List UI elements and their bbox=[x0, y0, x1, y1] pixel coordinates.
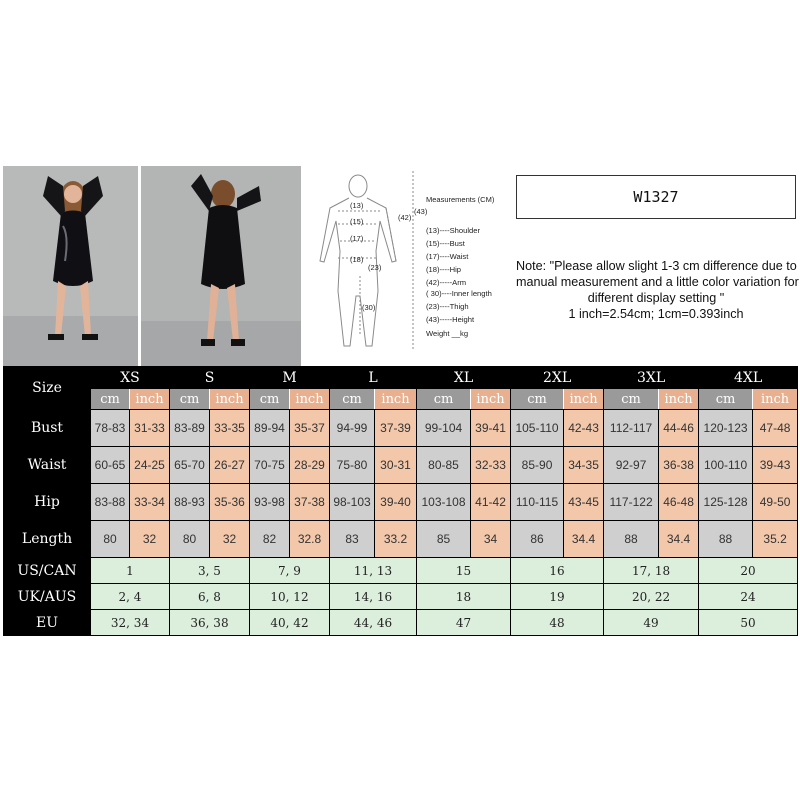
inch-value: 24-25 bbox=[130, 447, 170, 484]
note-line: different display setting " bbox=[587, 291, 725, 305]
measurement-note bbox=[516, 258, 799, 322]
inch-value: 34 bbox=[471, 521, 511, 558]
size-conversion-value: 11, 13 bbox=[330, 558, 417, 584]
diagram-title: Measurements (CM) bbox=[426, 195, 495, 204]
cm-value: 89-94 bbox=[250, 410, 290, 447]
product-banner bbox=[3, 166, 797, 366]
cm-value: 86 bbox=[511, 521, 564, 558]
inch-value: 33-34 bbox=[130, 484, 170, 521]
note-line: manual measurement and a little color variation for bbox=[516, 275, 799, 289]
table-row bbox=[4, 521, 798, 558]
row-label: Hip bbox=[4, 484, 91, 521]
size-conversion-value: 7, 9 bbox=[250, 558, 330, 584]
inch-value: 32-33 bbox=[471, 447, 511, 484]
size-header: L bbox=[330, 367, 417, 389]
diagram-marker: (18) bbox=[350, 255, 364, 264]
cm-value: 94-99 bbox=[330, 410, 375, 447]
size-header: 4XL bbox=[699, 367, 798, 389]
cm-value: 85-90 bbox=[511, 447, 564, 484]
inch-value: 33-35 bbox=[210, 410, 250, 447]
inch-unit-header: inch bbox=[564, 389, 604, 410]
size-conversion-value: 18 bbox=[417, 584, 511, 610]
inch-value: 33.2 bbox=[375, 521, 417, 558]
cm-unit-header: cm bbox=[604, 389, 659, 410]
diagram-legend-item: (42)-----Arm bbox=[426, 278, 467, 287]
size-header: XS bbox=[91, 367, 170, 389]
diagram-marker: (30) bbox=[362, 303, 376, 312]
table-row bbox=[4, 558, 798, 584]
inch-value: 32 bbox=[210, 521, 250, 558]
table-row bbox=[4, 484, 798, 521]
size-conversion-value: 16 bbox=[511, 558, 604, 584]
inch-value: 41-42 bbox=[471, 484, 511, 521]
cm-value: 82 bbox=[250, 521, 290, 558]
inch-value: 28-29 bbox=[290, 447, 330, 484]
cm-value: 112-117 bbox=[604, 410, 659, 447]
inch-unit-header: inch bbox=[471, 389, 511, 410]
size-label: Size bbox=[4, 367, 91, 410]
cm-value: 75-80 bbox=[330, 447, 375, 484]
row-label: Bust bbox=[4, 410, 91, 447]
inch-value: 43-45 bbox=[564, 484, 604, 521]
cm-value: 60-65 bbox=[91, 447, 130, 484]
size-header: XL bbox=[417, 367, 511, 389]
note-line: Note: "Please allow slight 1-3 cm difference due to bbox=[516, 259, 797, 273]
cm-unit-header: cm bbox=[170, 389, 210, 410]
diagram-marker: (23) bbox=[368, 263, 382, 272]
cm-value: 78-83 bbox=[91, 410, 130, 447]
inch-value: 32.8 bbox=[290, 521, 330, 558]
cm-value: 92-97 bbox=[604, 447, 659, 484]
size-conversion-value: 6, 8 bbox=[170, 584, 250, 610]
size-conversion-value: 36, 38 bbox=[170, 610, 250, 636]
cm-unit-header: cm bbox=[417, 389, 471, 410]
inch-value: 34.4 bbox=[659, 521, 699, 558]
inch-value: 39-43 bbox=[753, 447, 798, 484]
inch-value: 31-33 bbox=[130, 410, 170, 447]
cm-value: 98-103 bbox=[330, 484, 375, 521]
diagram-legend-item: (15)----Bust bbox=[426, 239, 465, 248]
cm-value: 70-75 bbox=[250, 447, 290, 484]
size-conversion-value: 49 bbox=[604, 610, 699, 636]
cm-value: 88 bbox=[699, 521, 753, 558]
cm-value: 125-128 bbox=[699, 484, 753, 521]
size-header: 2XL bbox=[511, 367, 604, 389]
cm-unit-header: cm bbox=[330, 389, 375, 410]
cm-value: 65-70 bbox=[170, 447, 210, 484]
inch-value: 49-50 bbox=[753, 484, 798, 521]
size-chart-sheet bbox=[3, 166, 797, 632]
size-conversion-value: 20, 22 bbox=[604, 584, 699, 610]
inch-value: 35.2 bbox=[753, 521, 798, 558]
cm-unit-header: cm bbox=[511, 389, 564, 410]
inch-value: 37-39 bbox=[375, 410, 417, 447]
inch-value: 47-48 bbox=[753, 410, 798, 447]
cm-value: 83-89 bbox=[170, 410, 210, 447]
measurement-diagram bbox=[308, 166, 513, 366]
inch-value: 39-40 bbox=[375, 484, 417, 521]
size-conversion-value: 19 bbox=[511, 584, 604, 610]
size-conversion-value: 2, 4 bbox=[91, 584, 170, 610]
cm-value: 83 bbox=[330, 521, 375, 558]
cm-unit-header: cm bbox=[91, 389, 130, 410]
table-row bbox=[4, 447, 798, 484]
size-conversion-value: 15 bbox=[417, 558, 511, 584]
cm-value: 83-88 bbox=[91, 484, 130, 521]
size-conversion-value: 20 bbox=[699, 558, 798, 584]
inch-value: 30-31 bbox=[375, 447, 417, 484]
row-label: EU bbox=[4, 610, 91, 636]
cm-value: 100-110 bbox=[699, 447, 753, 484]
inch-value: 26-27 bbox=[210, 447, 250, 484]
model-photo-back bbox=[141, 166, 301, 366]
inch-value: 46-48 bbox=[659, 484, 699, 521]
diagram-marker: (15) bbox=[350, 217, 364, 226]
cm-value: 93-98 bbox=[250, 484, 290, 521]
size-conversion-value: 47 bbox=[417, 610, 511, 636]
cm-unit-header: cm bbox=[699, 389, 753, 410]
size-header: 3XL bbox=[604, 367, 699, 389]
size-conversion-value: 24 bbox=[699, 584, 798, 610]
size-conversion-value: 14, 16 bbox=[330, 584, 417, 610]
inch-value: 36-38 bbox=[659, 447, 699, 484]
table-row bbox=[4, 410, 798, 447]
diagram-legend-item: (17)----Waist bbox=[426, 252, 469, 261]
inch-value: 32 bbox=[130, 521, 170, 558]
inch-unit-header: inch bbox=[130, 389, 170, 410]
row-label: Waist bbox=[4, 447, 91, 484]
diagram-legend-item: (13)----Shoulder bbox=[426, 226, 481, 235]
diagram-legend-item: ( 30)----Inner length bbox=[426, 289, 492, 298]
diagram-marker: (13) bbox=[350, 201, 364, 210]
cm-value: 105-110 bbox=[511, 410, 564, 447]
cm-value: 117-122 bbox=[604, 484, 659, 521]
size-conversion-value: 10, 12 bbox=[250, 584, 330, 610]
cm-unit-header: cm bbox=[250, 389, 290, 410]
cm-value: 99-104 bbox=[417, 410, 471, 447]
cm-value: 85 bbox=[417, 521, 471, 558]
inch-value: 39-41 bbox=[471, 410, 511, 447]
inch-value: 35-37 bbox=[290, 410, 330, 447]
inch-unit-header: inch bbox=[210, 389, 250, 410]
diagram-marker: (42) bbox=[398, 213, 412, 222]
size-header: M bbox=[250, 367, 330, 389]
size-header-row bbox=[4, 367, 798, 389]
cm-value: 120-123 bbox=[699, 410, 753, 447]
size-conversion-value: 40, 42 bbox=[250, 610, 330, 636]
row-label: UK/AUS bbox=[4, 584, 91, 610]
size-header: S bbox=[170, 367, 250, 389]
model-photo-front bbox=[3, 166, 138, 366]
size-conversion-value: 44, 46 bbox=[330, 610, 417, 636]
cm-value: 80-85 bbox=[417, 447, 471, 484]
note-line: 1 inch=2.54cm; 1cm=0.393inch bbox=[568, 307, 744, 321]
inch-value: 34.4 bbox=[564, 521, 604, 558]
diagram-marker: (17) bbox=[350, 234, 364, 243]
inch-unit-header: inch bbox=[753, 389, 798, 410]
inch-unit-header: inch bbox=[375, 389, 417, 410]
diagram-legend-item: (23)----Thigh bbox=[426, 302, 469, 311]
table-row bbox=[4, 610, 798, 636]
cm-value: 110-115 bbox=[511, 484, 564, 521]
inch-value: 34-35 bbox=[564, 447, 604, 484]
cm-value: 88 bbox=[604, 521, 659, 558]
cm-value: 80 bbox=[91, 521, 130, 558]
cm-value: 80 bbox=[170, 521, 210, 558]
product-code: W1327 bbox=[516, 175, 796, 219]
size-conversion-value: 3, 5 bbox=[170, 558, 250, 584]
diagram-legend-item: Weight __kg bbox=[426, 329, 469, 338]
diagram-legend-item: (18)----Hip bbox=[426, 265, 462, 274]
cm-value: 103-108 bbox=[417, 484, 471, 521]
size-conversion-value: 50 bbox=[699, 610, 798, 636]
unit-header-row bbox=[4, 389, 798, 410]
size-table bbox=[3, 366, 798, 636]
cm-value: 88-93 bbox=[170, 484, 210, 521]
inch-value: 37-38 bbox=[290, 484, 330, 521]
table-row bbox=[4, 584, 798, 610]
size-conversion-value: 17, 18 bbox=[604, 558, 699, 584]
row-label: US/CAN bbox=[4, 558, 91, 584]
diagram-marker: (43) bbox=[414, 207, 428, 216]
size-conversion-value: 32, 34 bbox=[91, 610, 170, 636]
diagram-legend-item: (43)-----Height bbox=[426, 315, 475, 324]
size-conversion-value: 48 bbox=[511, 610, 604, 636]
inch-unit-header: inch bbox=[290, 389, 330, 410]
inch-value: 44-46 bbox=[659, 410, 699, 447]
row-label: Length bbox=[4, 521, 91, 558]
inch-value: 35-36 bbox=[210, 484, 250, 521]
size-conversion-value: 1 bbox=[91, 558, 170, 584]
inch-unit-header: inch bbox=[659, 389, 699, 410]
inch-value: 42-43 bbox=[564, 410, 604, 447]
